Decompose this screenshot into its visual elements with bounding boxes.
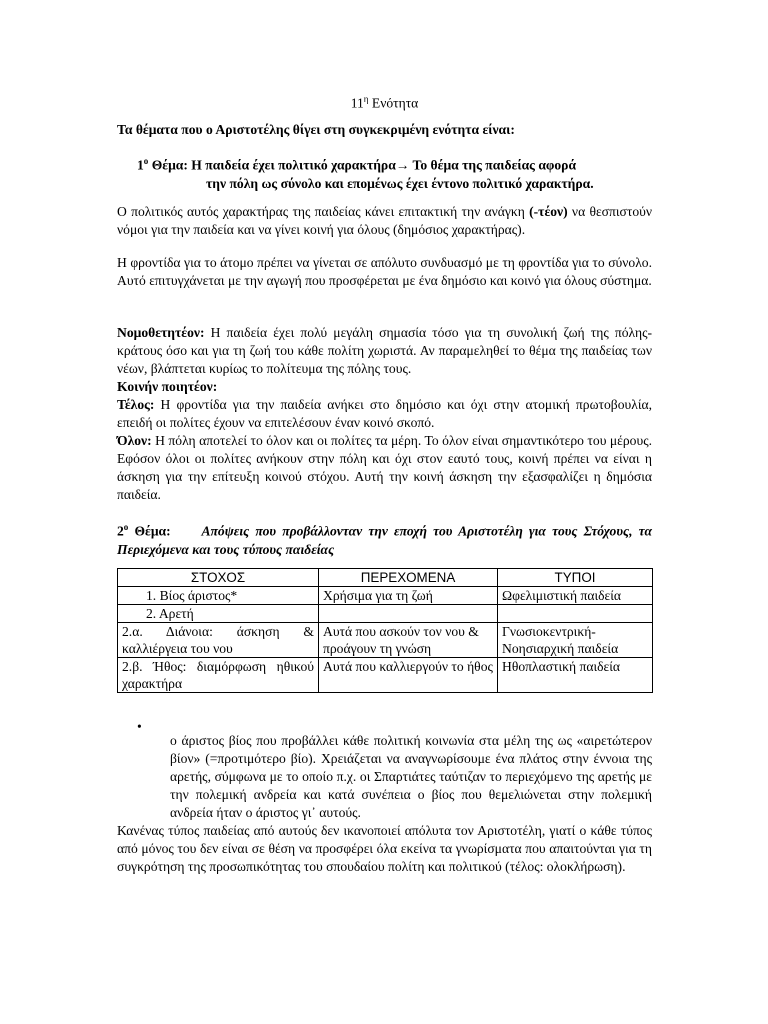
- table-header-goal: ΣΤΟΧΟΣ: [118, 569, 319, 587]
- theme1-line1: Θέμα: Η παιδεία έχει πολιτικό χαρακτήρα→ Το θέμα της παιδείας αφορά: [148, 157, 577, 173]
- olon-label: Όλον:: [117, 433, 152, 448]
- table-cell: [319, 605, 498, 623]
- theme1-superscript: ο: [143, 156, 149, 166]
- theme2-superscript: ο: [123, 522, 129, 532]
- table-cell: 2.β. Ήθος: διαμόρφωση ηθικού χαρακτήρα: [118, 658, 319, 693]
- intro-line: Τα θέματα που ο Αριστοτέλης θίγει στη συγκεκριμένη ενότητα είναι:: [117, 122, 515, 137]
- theme2-number: 2: [117, 523, 124, 539]
- nomothetiteon-paragraph: [117, 324, 652, 378]
- bullet-text: ο άριστος βίος που προβάλλει κάθε πολιτική κοινωνία στα μέλη της ως «αιρετώτερον βίον» (=προτιμότερο βίο). Χρειάζεται να αναγνωρίσουμε ένα πλάτος στην έννοια της αρετής, σύμφωνα με το οποίο π.χ. οι Σπαρτιάτες ταύτιζαν το περιεχόμενο της αρετής με την πολεμική ανδρεία και κατά συνέπεια ο βίος που θεμελιώνεται στην πολεμική ανδρεία ήταν ο άριστος γι᾿ αυτούς.: [170, 732, 652, 820]
- p1-bold: (-τέον): [529, 204, 568, 219]
- telos-paragraph: [117, 396, 652, 432]
- paragraph-conclusion: Κανένας τύπος παιδείας από αυτούς δεν ικανοποιεί απόλυτα τον Αριστοτέλη, γιατί ο κάθε τύπος από μόνος του δεν είναι σε θέση να προσφέρει όλα εκείνα τα γνωρίσματα που απαιτούνται για τη συγκρότηση της προσωπικότητας του σπουδαίου πολίτη και πολιτικού (τέλος: ολοκλήρωση).: [117, 823, 652, 874]
- bullet-item: [137, 718, 652, 835]
- table-row: [118, 605, 653, 623]
- table-header-types: ΤΥΠΟΙ: [498, 569, 653, 587]
- paragraph-care: Η φροντίδα για το άτομο πρέπει να γίνεται σε απόλυτο συνδυασμό με τη φροντίδα για το σύνολο. Αυτό επιτυγχάνεται με την αγωγή που προσφέρεται με ένα δημόσιο και κοινό για όλους σύστημα.: [117, 255, 652, 288]
- table-cell: Ωφελιμιστική παιδεία: [498, 587, 653, 605]
- table-cell: Αυτά που ασκούν τον νου & προάγουν τη γνώση: [319, 623, 498, 658]
- koinin-poiiteon-label: [117, 378, 652, 396]
- table-cell: [498, 605, 653, 623]
- table-cell: 2. Αρετή: [118, 605, 319, 623]
- p1-text-c: να θεσπιστούν νόμοι για την παιδεία και να γίνει κοινή για όλους (δημόσιος χαρακτήρας).: [117, 204, 652, 237]
- telos-text: Η φροντίδα για την παιδεία ανήκει στο δημόσιο και όχι στην ατομική πρωτοβουλία, επειδή οι πολίτες έχουν να επιτελέσουν έναν κοινό σκοπό.: [117, 397, 652, 430]
- table-row: [118, 658, 653, 693]
- unit-word: Ενότητα: [368, 95, 419, 111]
- olon-text: Η πόλη αποτελεί το όλον και οι πολίτες τα μέρη. Το όλον είναι σημαντικότερο του μέρους. Εφόσον όλοι οι πολίτες ανήκουν στην πόλη και όχι στον εαυτό τους, κοινή πρέπει να είναι η άσκηση για την επίτευξη κοινού στόχου. Αυτή την κοινή άσκηση την εξασφαλίζει η δημόσια παιδεία.: [117, 433, 652, 502]
- table-cell: Αυτά που καλλιεργούν το ήθος: [319, 658, 498, 693]
- goals-table: [117, 568, 653, 693]
- theme1-number: 1: [137, 157, 144, 173]
- theme2-text: Απόψεις που προβάλλονταν την εποχή του Αριστοτέλη για τους Στόχους, τα Περιεχόμενα και τους τύπους παιδείας: [117, 523, 652, 557]
- theme1-line2: την πόλη ως σύνολο και επομένως έχει έντονο πολιτικό χαρακτήρα.: [206, 175, 594, 191]
- theme2-label: Θέμα:: [128, 523, 171, 539]
- table-header-row: [118, 569, 653, 587]
- unit-superscript: η: [363, 94, 369, 104]
- p1-text-a: Ο πολιτικός αυτός χαρακτήρας της παιδείας κάνει επιτακτική την ανάγκη: [117, 204, 530, 219]
- telos-label: Τέλος:: [117, 397, 155, 412]
- theme2-heading: [117, 518, 652, 559]
- definitions-block: [117, 324, 652, 504]
- bullet-icon: •: [137, 719, 142, 734]
- table-cell: Γνωσιοκεντρική-Νοησιαρχική παιδεία: [498, 623, 653, 658]
- table-cell: Ηθοπλαστική παιδεία: [498, 658, 653, 693]
- nomothetiteon-label: Νομοθετητέον:: [117, 325, 205, 340]
- table-header-content: ΠΕΡΕΧΟΜΕΝΑ: [319, 569, 498, 587]
- nomothetiteon-text: Η παιδεία έχει πολύ μεγάλη σημασία τόσο για τη συνολική ζωή της πόλης-κράτους όσο και για τη ζωή του κάθε πολίτη χωριστά. Αν παραμεληθεί το θέμα της παιδείας των νέων, βλάπτεται κυρίως το πολίτευμα της πόλης τους.: [117, 325, 652, 376]
- unit-number: 11: [350, 95, 364, 111]
- table-cell: 2.α. Διάνοια: άσκηση & καλλιέργεια του νου: [118, 623, 319, 658]
- unit-heading: [117, 90, 652, 113]
- koinin-label: Κοινήν ποιητέον:: [117, 379, 218, 394]
- table-row: [118, 623, 653, 658]
- table-row: [118, 587, 653, 605]
- table-cell: Χρήσιμα για τη ζωή: [319, 587, 498, 605]
- theme1-heading: [137, 152, 652, 193]
- paragraph-political-character: [117, 203, 652, 239]
- table-cell: 1. Βίος άριστος*: [118, 587, 319, 605]
- olon-paragraph: [117, 432, 652, 504]
